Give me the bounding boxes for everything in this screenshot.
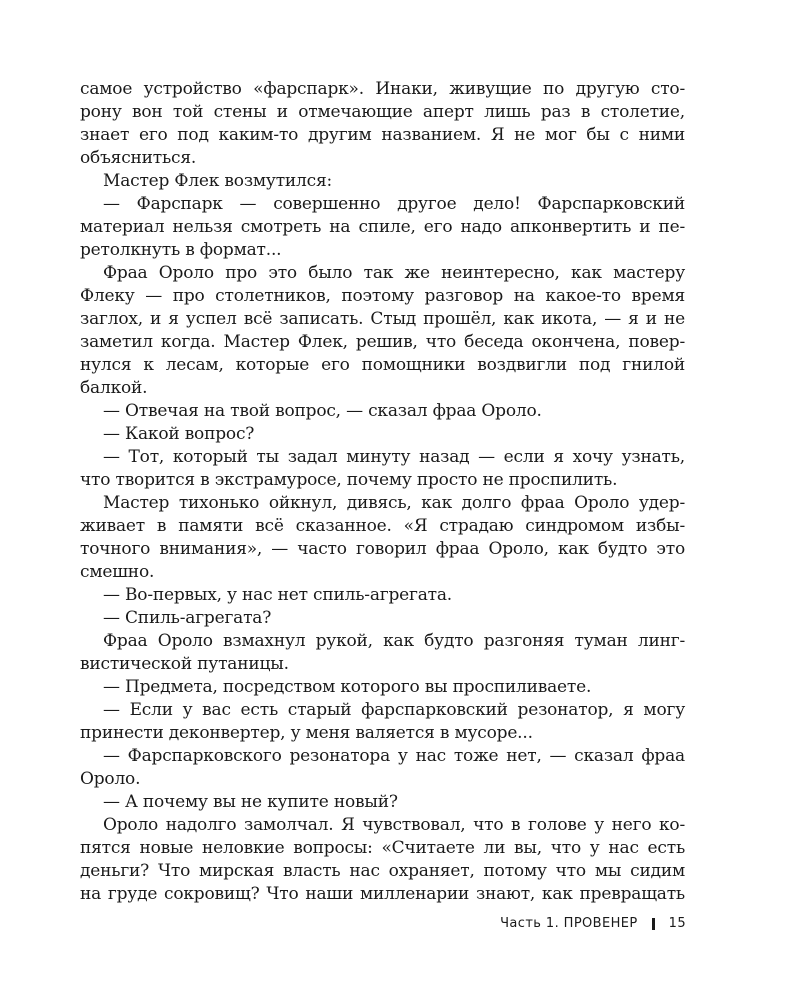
text-line: принести деконвертер, у меня валяется в мусоре... (80, 723, 533, 743)
text-line: на груде сокровищ? Что наши милленарии знают, как превращать (80, 884, 685, 904)
text-line: — Фарспарковского резонатора у нас тоже нет, — сказал фраа (103, 746, 685, 766)
text-line: рону вон той стены и отмечающие аперт лишь раз в столетие, (80, 102, 685, 122)
text-line: Фраа Ороло про это было так же неинтересно, как мастеру (103, 263, 685, 283)
text-line: — Если у вас есть старый фарспарковский резонатор, я могу (103, 700, 685, 720)
text-line: — Тот, который ты задал минуту назад — если я хочу узнать, (103, 447, 685, 467)
text-line: точного внимания», — часто говорил фраа Ороло, как будто это (80, 539, 685, 559)
text-line: самое устройство «фарспарк». Инаки, живущие по другую сто- (80, 79, 685, 99)
page-body (80, 78, 685, 906)
page-number: 15 (668, 916, 686, 931)
text-line: пятся новые неловкие вопросы: «Считаете ли вы, что у нас есть (80, 838, 685, 858)
text-line: — Фарспарк — совершенно другое дело! Фарспарковский (103, 194, 685, 214)
text-line: балкой. (80, 378, 148, 398)
text-line: заглох, и я успел всё записать. Стыд прошёл, как икота, — я и не (80, 309, 685, 329)
text-line: объясниться. (80, 148, 197, 168)
text-line: материал нельзя смотреть на спиле, его надо апконвертить и пе- (80, 217, 685, 237)
text-line: Ороло надолго замолчал. Я чувствовал, что в голове у него ко- (103, 815, 685, 835)
text-line: — Спиль-агрегата? (103, 608, 272, 628)
running-head: Часть 1. ПРОВЕНЕР (500, 916, 638, 931)
text-line: заметил когда. Мастер Флек, решив, что беседа окончена, повер- (80, 332, 685, 352)
text-line: живает в памяти всё сказанное. «Я страдаю синдромом избы- (80, 516, 685, 536)
text-line: вистической путаницы. (80, 654, 289, 674)
text-line: Мастер Флек возмутился: (103, 171, 333, 191)
text-line: деньги? Что мирская власть нас охраняет, потому что мы сидим (80, 861, 685, 881)
text-line: — Отвечая на твой вопрос, — сказал фраа Ороло. (103, 401, 542, 421)
page-footer (500, 916, 686, 931)
text-line: — А почему вы не купите новый? (103, 792, 398, 812)
text-line: — Какой вопрос? (103, 424, 255, 444)
text-line: ретолкнуть в формат... (80, 240, 282, 260)
text-line: Мастер тихонько ойкнул, дивясь, как долго фраа Ороло удер- (103, 493, 685, 513)
text-line: знает его под каким-то другим названием. Я не мог бы с ними (80, 125, 685, 145)
text-line: — Во-первых, у нас нет спиль-агрегата. (103, 585, 452, 605)
text-line: Фраа Ороло взмахнул рукой, как будто разгоняя туман линг- (103, 631, 685, 651)
text-line: что творится в экстрамуросе, почему просто не проспилить. (80, 470, 618, 490)
footer-separator (652, 918, 655, 930)
text-line: смешно. (80, 562, 155, 582)
text-line: нулся к лесам, которые его помощники воздвигли под гнилой (80, 355, 685, 375)
text-line: Флеку — про столетников, поэтому разговор на какое-то время (80, 286, 685, 306)
text-line: — Предмета, посредством которого вы проспиливаете. (103, 677, 592, 697)
text-line: Ороло. (80, 769, 141, 789)
